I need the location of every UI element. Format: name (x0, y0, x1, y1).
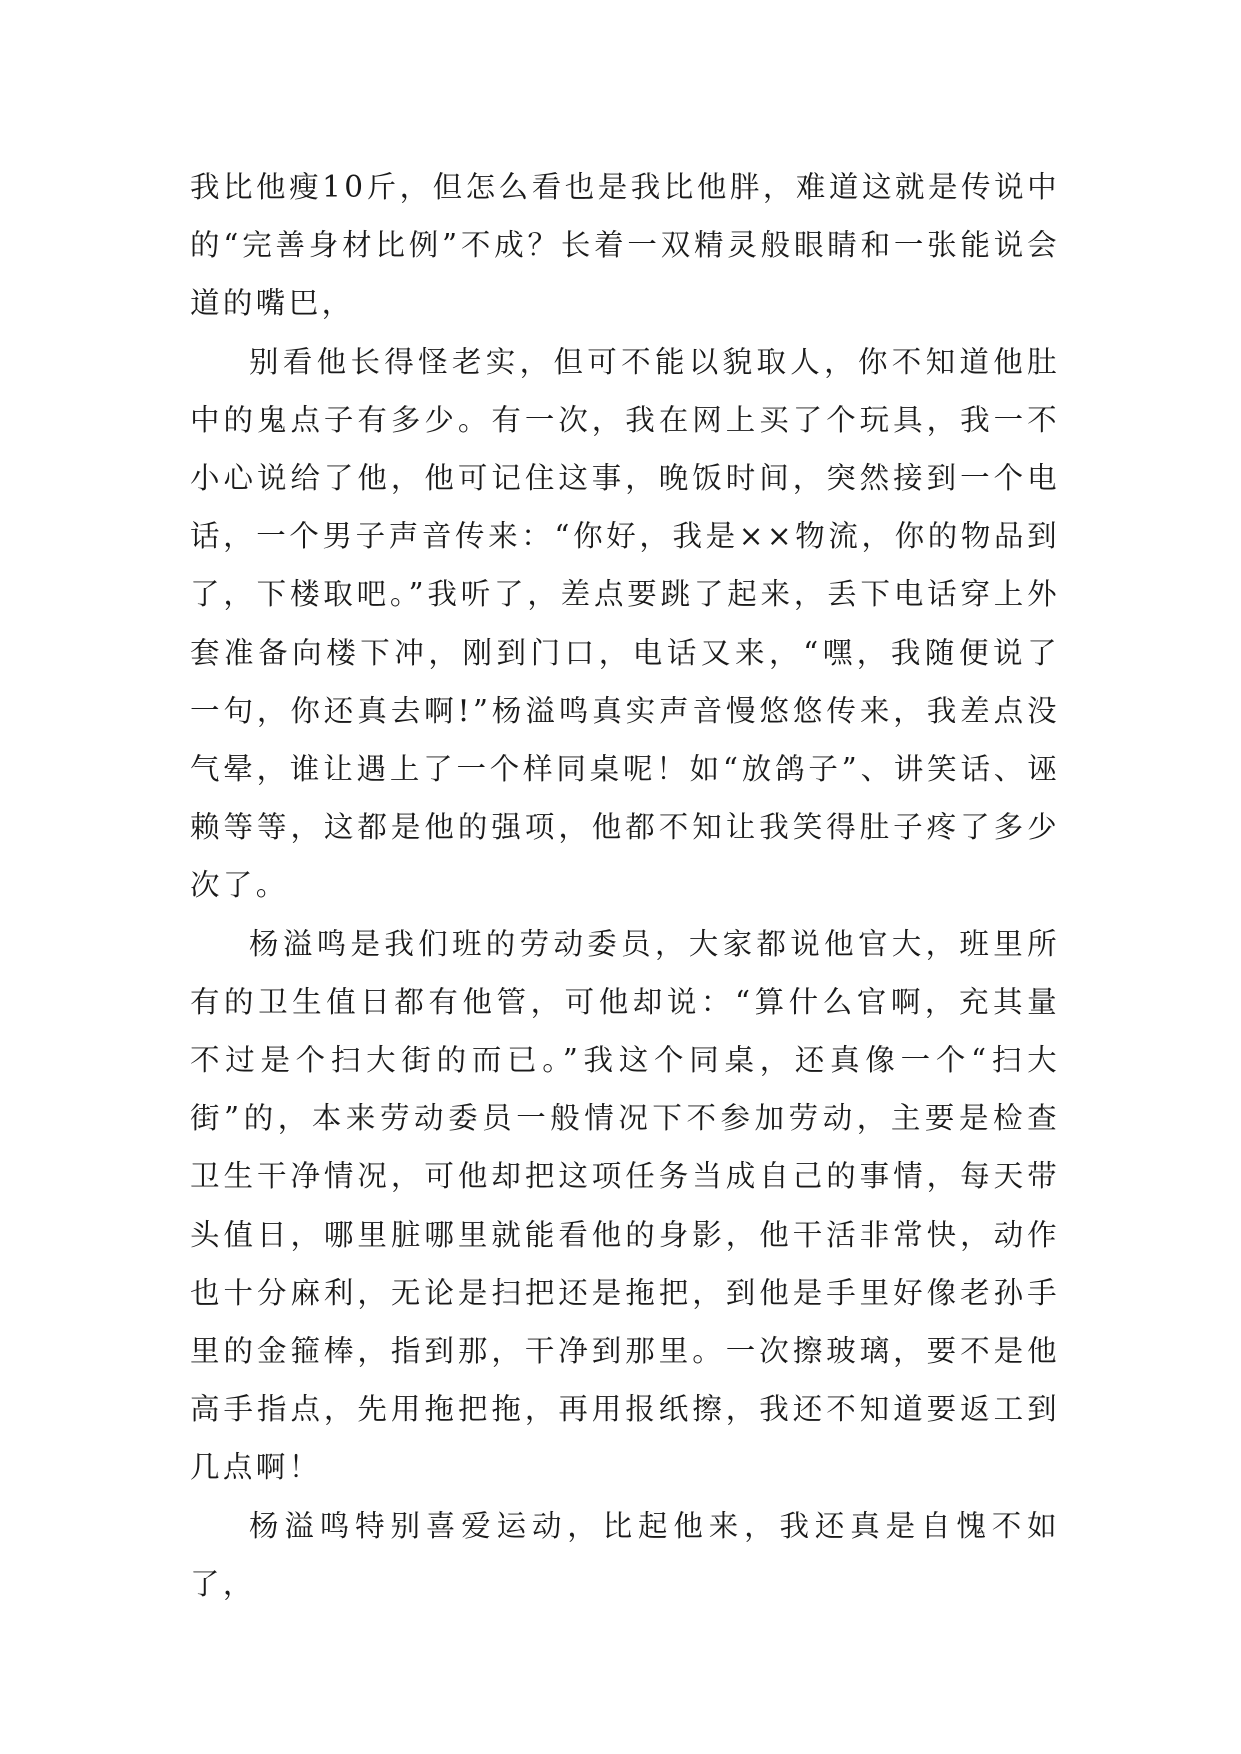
paragraph-1: 我比他瘦10斤，但怎么看也是我比他胖，难道这就是传说中的“完善身材比例”不成？长着一双精灵般眼睛和一张能说会道的嘴巴， (190, 170, 1060, 321)
paragraph-2: 别看他长得怪老实，但可不能以貌取人，你不知道他肚中的鬼点子有多少。有一次，我在网上买了个玩具，我一不小心说给了他，他可记住这事，晚饭时间，突然接到一个电话，一个男子声音传来：“你好，我是××物流，你的物品到了，下楼取吧。”我听了，差点要跳了起来，丢下电话穿上外套准备向楼下冲，刚到门口，电话又来，“嘿，我随便说了一句，你还真去啊!”杨溢鸣真实声音慢悠悠传来，我差点没气晕，谁让遇上了一个样同桌呢！如“放鸽子”、讲笑话、诬赖等等，这都是他的强项，他都不知让我笑得肚子疼了多少次了。 (190, 344, 1060, 903)
paragraph-3: 杨溢鸣是我们班的劳动委员，大家都说他官大，班里所有的卫生值日都有他管，可他却说：“算什么官啊，充其量不过是个扫大街的而已。”我这个同桌，还真像一个“扫大街”的，本来劳动委员一般情况下不参加劳动，主要是检查卫生干净情况，可他却把这项任务当成自己的事情，每天带头值日，哪里脏哪里就能看他的身影，他干活非常快，动作也十分麻利，无论是扫把还是拖把，到他是手里好像老孙手里的金箍棒，指到那，干净到那里。一次擦玻璃，要不是他高手指点，先用拖把拖，再用报纸擦，我还不知道要返工到几点啊！ (190, 926, 1060, 1485)
paragraph-4: 杨溢鸣特别喜爱运动，比起他来，我还真是自愧不如了， (190, 1508, 1060, 1601)
document-body (190, 158, 1060, 1613)
